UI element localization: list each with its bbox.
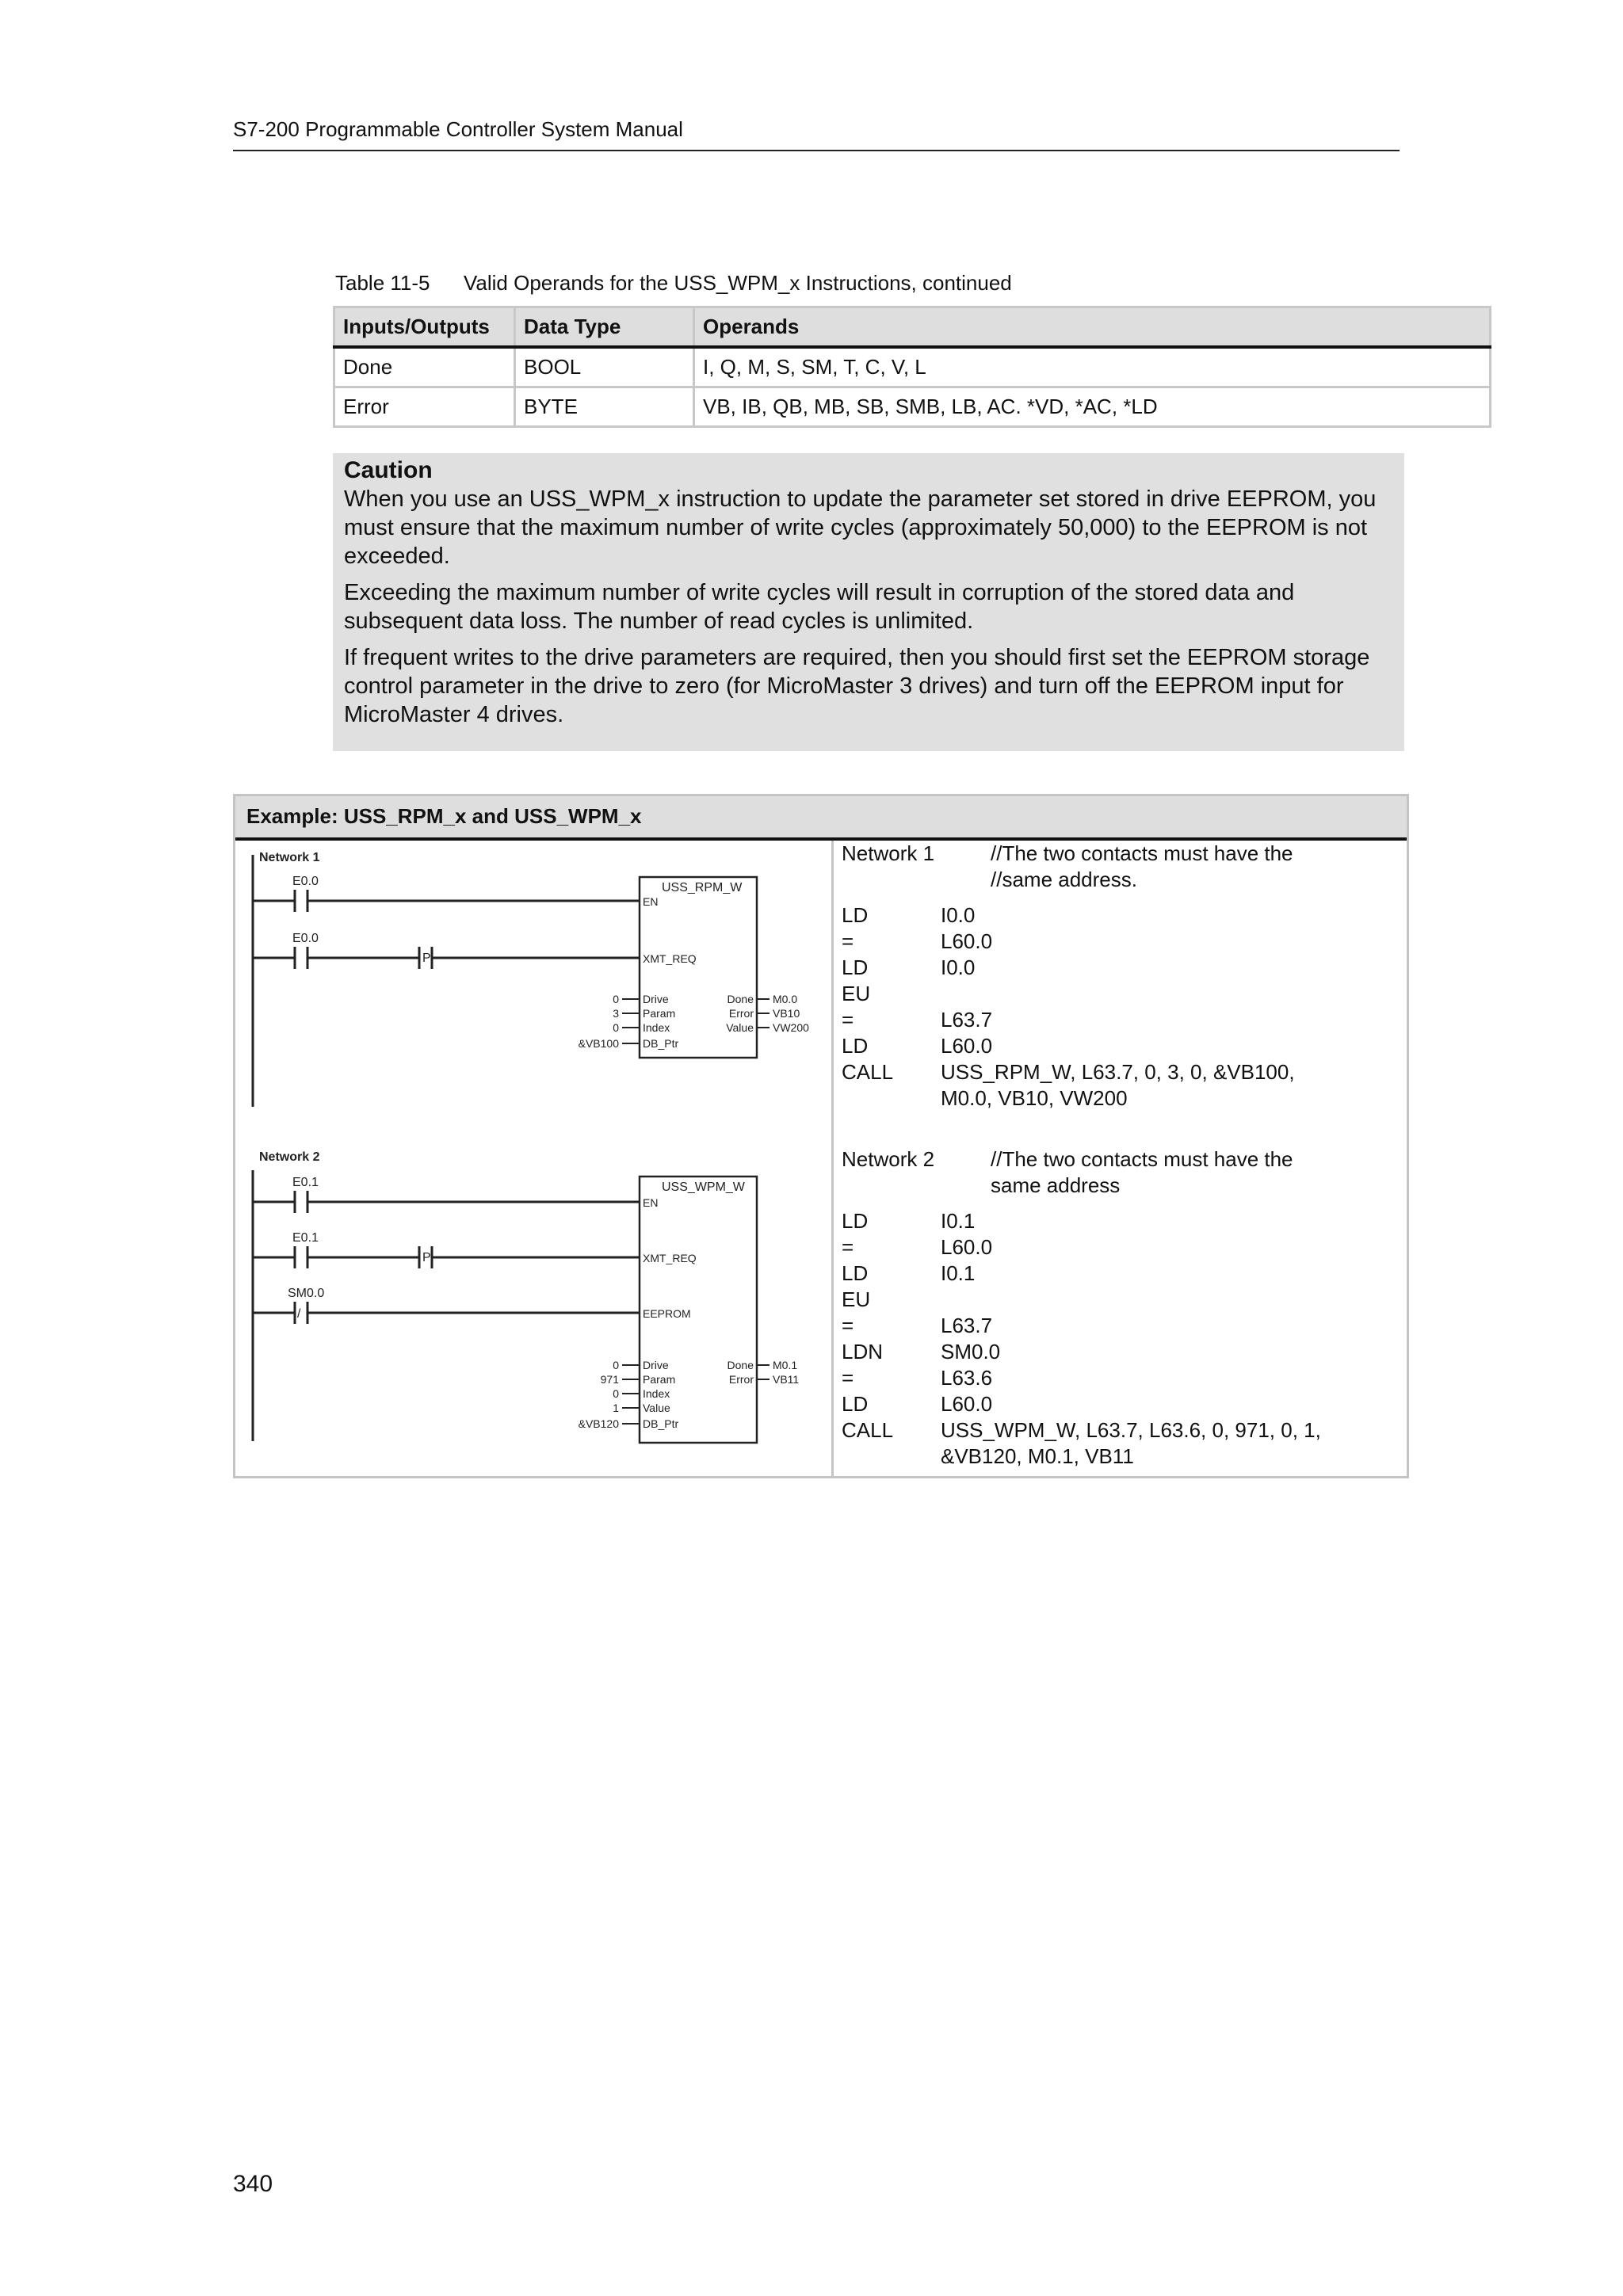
contact-label: SM0.0 xyxy=(288,1287,325,1300)
stl-line xyxy=(842,1444,1396,1470)
pin-label: XMT_REQ xyxy=(643,1252,697,1264)
stl-line xyxy=(842,1339,1396,1365)
stl-comment: same address xyxy=(991,1173,1121,1197)
stl-line xyxy=(842,1261,1396,1287)
pin-label: Error xyxy=(728,1373,754,1386)
stl-op: = xyxy=(842,1314,854,1337)
edge-label: P xyxy=(422,1251,431,1264)
stl-op: LD xyxy=(842,903,869,927)
stl-line xyxy=(842,1208,1396,1234)
table-title: Valid Operands for the USS_WPM_x Instructions, continued xyxy=(464,271,1012,295)
ladder-diagram xyxy=(243,845,830,1479)
pin-label: Value xyxy=(726,1021,754,1034)
edge-label: P xyxy=(422,952,431,965)
stl-operand: USS_WPM_W, L63.7, L63.6, 0, 971, 0, 1, xyxy=(941,1418,1321,1442)
pin-label: Value xyxy=(643,1402,670,1414)
pin-value: VB10 xyxy=(773,1007,800,1020)
stl-network-header xyxy=(842,1146,1396,1173)
caution-title: Caution xyxy=(344,457,433,483)
stl-op: = xyxy=(842,1235,854,1259)
pin-value: 0 xyxy=(613,1387,619,1400)
stl-network-header xyxy=(842,841,1396,867)
contact-label: E0.1 xyxy=(292,1176,319,1189)
pin-value: &VB120 xyxy=(578,1417,619,1430)
stl-line xyxy=(842,955,1396,981)
stl-op: = xyxy=(842,1366,854,1390)
stl-line xyxy=(842,1391,1396,1417)
stl-network-label: Network 2 xyxy=(842,1147,935,1171)
stl-op xyxy=(842,1444,941,1470)
stl-operand: L63.7 xyxy=(941,1314,993,1337)
pin-value: &VB100 xyxy=(578,1037,619,1050)
cell-io: Done xyxy=(334,347,515,387)
stl-operand: USS_RPM_W, L63.7, 0, 3, 0, &VB100, xyxy=(941,1060,1295,1084)
pin-label: Done xyxy=(727,1359,754,1371)
running-title: S7-200 Programmable Controller System Manual xyxy=(233,117,683,141)
pin-label: EN xyxy=(643,1196,659,1209)
block-name: USS_WPM_W xyxy=(662,1180,745,1194)
stl-op: LDN xyxy=(842,1340,884,1363)
pin-label: Error xyxy=(728,1007,754,1020)
contact-label: E0.0 xyxy=(292,932,319,945)
stl-operand: L60.0 xyxy=(941,1235,993,1259)
stl-line xyxy=(842,1007,1396,1033)
stl-line xyxy=(842,1085,1396,1112)
caution-paragraph: Exceeding the maximum number of write cycles will result in corruption of the stored data and subsequent data loss. The number of read cycles is unlimited. xyxy=(344,580,1295,634)
example-title: Example: USS_RPM_x and USS_WPM_x xyxy=(235,796,1407,841)
table-caption xyxy=(335,271,1012,296)
pin-value: M0.1 xyxy=(773,1359,798,1371)
stl-op: CALL xyxy=(842,1060,894,1084)
pin-label: Drive xyxy=(643,993,669,1005)
stl-line xyxy=(842,929,1396,955)
pin-label: EN xyxy=(643,895,659,908)
stl-op: CALL xyxy=(842,1418,894,1442)
stl-op: EU xyxy=(842,1287,871,1311)
col-data-type: Data Type xyxy=(515,307,694,348)
pin-value: 1 xyxy=(613,1402,619,1414)
pin-label: EEPROM xyxy=(643,1307,691,1320)
stl-operand: L60.0 xyxy=(941,1392,993,1416)
cell-type: BOOL xyxy=(515,347,694,387)
col-operands: Operands xyxy=(694,307,1491,348)
example-divider xyxy=(831,841,834,1476)
pin-label: DB_Ptr xyxy=(643,1037,679,1050)
stl-operand: &VB120, M0.1, VB11 xyxy=(941,1444,1134,1468)
pin-value: 3 xyxy=(613,1007,619,1020)
stl-line xyxy=(842,1417,1396,1444)
caution-paragraph: When you use an USS_WPM_x instruction to update the parameter set stored in drive EEPROM, you must ensure that the maximum number of write cycles (approximately 50,000) to the EEPROM is not exceeded. xyxy=(344,486,1377,569)
running-header xyxy=(233,117,1400,151)
stl-op: LD xyxy=(842,1261,869,1285)
network1-title: Network 1 xyxy=(259,851,320,864)
pin-value: 971 xyxy=(600,1373,619,1386)
stl-comment: //The two contacts must have the xyxy=(991,841,1293,865)
stl-operand: I0.1 xyxy=(941,1261,976,1285)
stl-operand: L60.0 xyxy=(941,1034,993,1058)
stl-operand: M0.0, VB10, VW200 xyxy=(941,1086,1128,1110)
stl-op: LD xyxy=(842,1034,869,1058)
stl-op xyxy=(842,1085,941,1112)
stl-op: LD xyxy=(842,955,869,979)
table-header-row xyxy=(334,307,1491,348)
stl-line xyxy=(842,1059,1396,1085)
stl-line xyxy=(842,1365,1396,1391)
operands-table xyxy=(333,306,1491,428)
pin-value: VW200 xyxy=(773,1021,809,1034)
contact-label: E0.0 xyxy=(292,875,319,888)
cell-type: BYTE xyxy=(515,387,694,427)
pin-label: Done xyxy=(727,993,754,1005)
cell-io: Error xyxy=(334,387,515,427)
pin-value: M0.0 xyxy=(773,993,798,1005)
caution-paragraph: If frequent writes to the drive parameters are required, then you should first set the EEPROM storage control parameter in the drive to zero (for MicroMaster 3 drives) and turn off the EEPROM input for MicroMaster 4 drives. xyxy=(344,645,1370,727)
stl-comment: //same address. xyxy=(991,868,1137,891)
pin-label: Drive xyxy=(643,1359,669,1371)
pin-value: 0 xyxy=(613,1021,619,1034)
pin-label: Index xyxy=(643,1021,670,1034)
cell-operands: I, Q, M, S, SM, T, C, V, L xyxy=(694,347,1491,387)
stl-network-label: Network 1 xyxy=(842,841,935,865)
stl-listing xyxy=(842,841,1396,1470)
stl-op: = xyxy=(842,1008,854,1032)
stl-operand: L63.7 xyxy=(941,1008,993,1032)
block-name: USS_RPM_W xyxy=(662,881,743,894)
table-row xyxy=(334,347,1491,387)
stl-line xyxy=(842,1033,1396,1059)
stl-op: = xyxy=(842,929,854,953)
stl-op: LD xyxy=(842,1392,869,1416)
pin-label: XMT_REQ xyxy=(643,952,697,965)
network2-title: Network 2 xyxy=(259,1150,320,1164)
stl-operand: I0.0 xyxy=(941,955,976,979)
stl-op: LD xyxy=(842,1209,869,1233)
stl-operand: I0.0 xyxy=(941,903,976,927)
table-row xyxy=(334,387,1491,427)
stl-op: EU xyxy=(842,982,871,1005)
pin-label: Index xyxy=(643,1387,670,1400)
caution-box xyxy=(333,453,1404,751)
nc-label: / xyxy=(297,1307,301,1321)
table-number: Table 11-5 xyxy=(335,271,430,295)
stl-line xyxy=(842,902,1396,929)
pin-value: 0 xyxy=(613,993,619,1005)
example-body xyxy=(235,841,1407,1476)
stl-line xyxy=(842,1313,1396,1339)
pin-label: Param xyxy=(643,1373,676,1386)
example-box xyxy=(233,794,1409,1478)
stl-operand: I0.1 xyxy=(941,1209,976,1233)
stl-line xyxy=(842,1287,1396,1313)
pin-label: DB_Ptr xyxy=(643,1417,679,1430)
cell-operands: VB, IB, QB, MB, SB, SMB, LB, AC. *VD, *AC, *LD xyxy=(694,387,1491,427)
col-inputs-outputs: Inputs/Outputs xyxy=(334,307,515,348)
stl-line xyxy=(842,1234,1396,1261)
stl-line xyxy=(842,981,1396,1007)
page-number: 340 xyxy=(233,2171,273,2197)
pin-label: Param xyxy=(643,1007,676,1020)
contact-label: E0.1 xyxy=(292,1231,319,1245)
stl-operand: L63.6 xyxy=(941,1366,993,1390)
pin-value: 0 xyxy=(613,1359,619,1371)
stl-comment: //The two contacts must have the xyxy=(991,1147,1293,1171)
pin-value: VB11 xyxy=(773,1373,800,1386)
stl-operand: SM0.0 xyxy=(941,1340,1001,1363)
stl-operand: L60.0 xyxy=(941,929,993,953)
